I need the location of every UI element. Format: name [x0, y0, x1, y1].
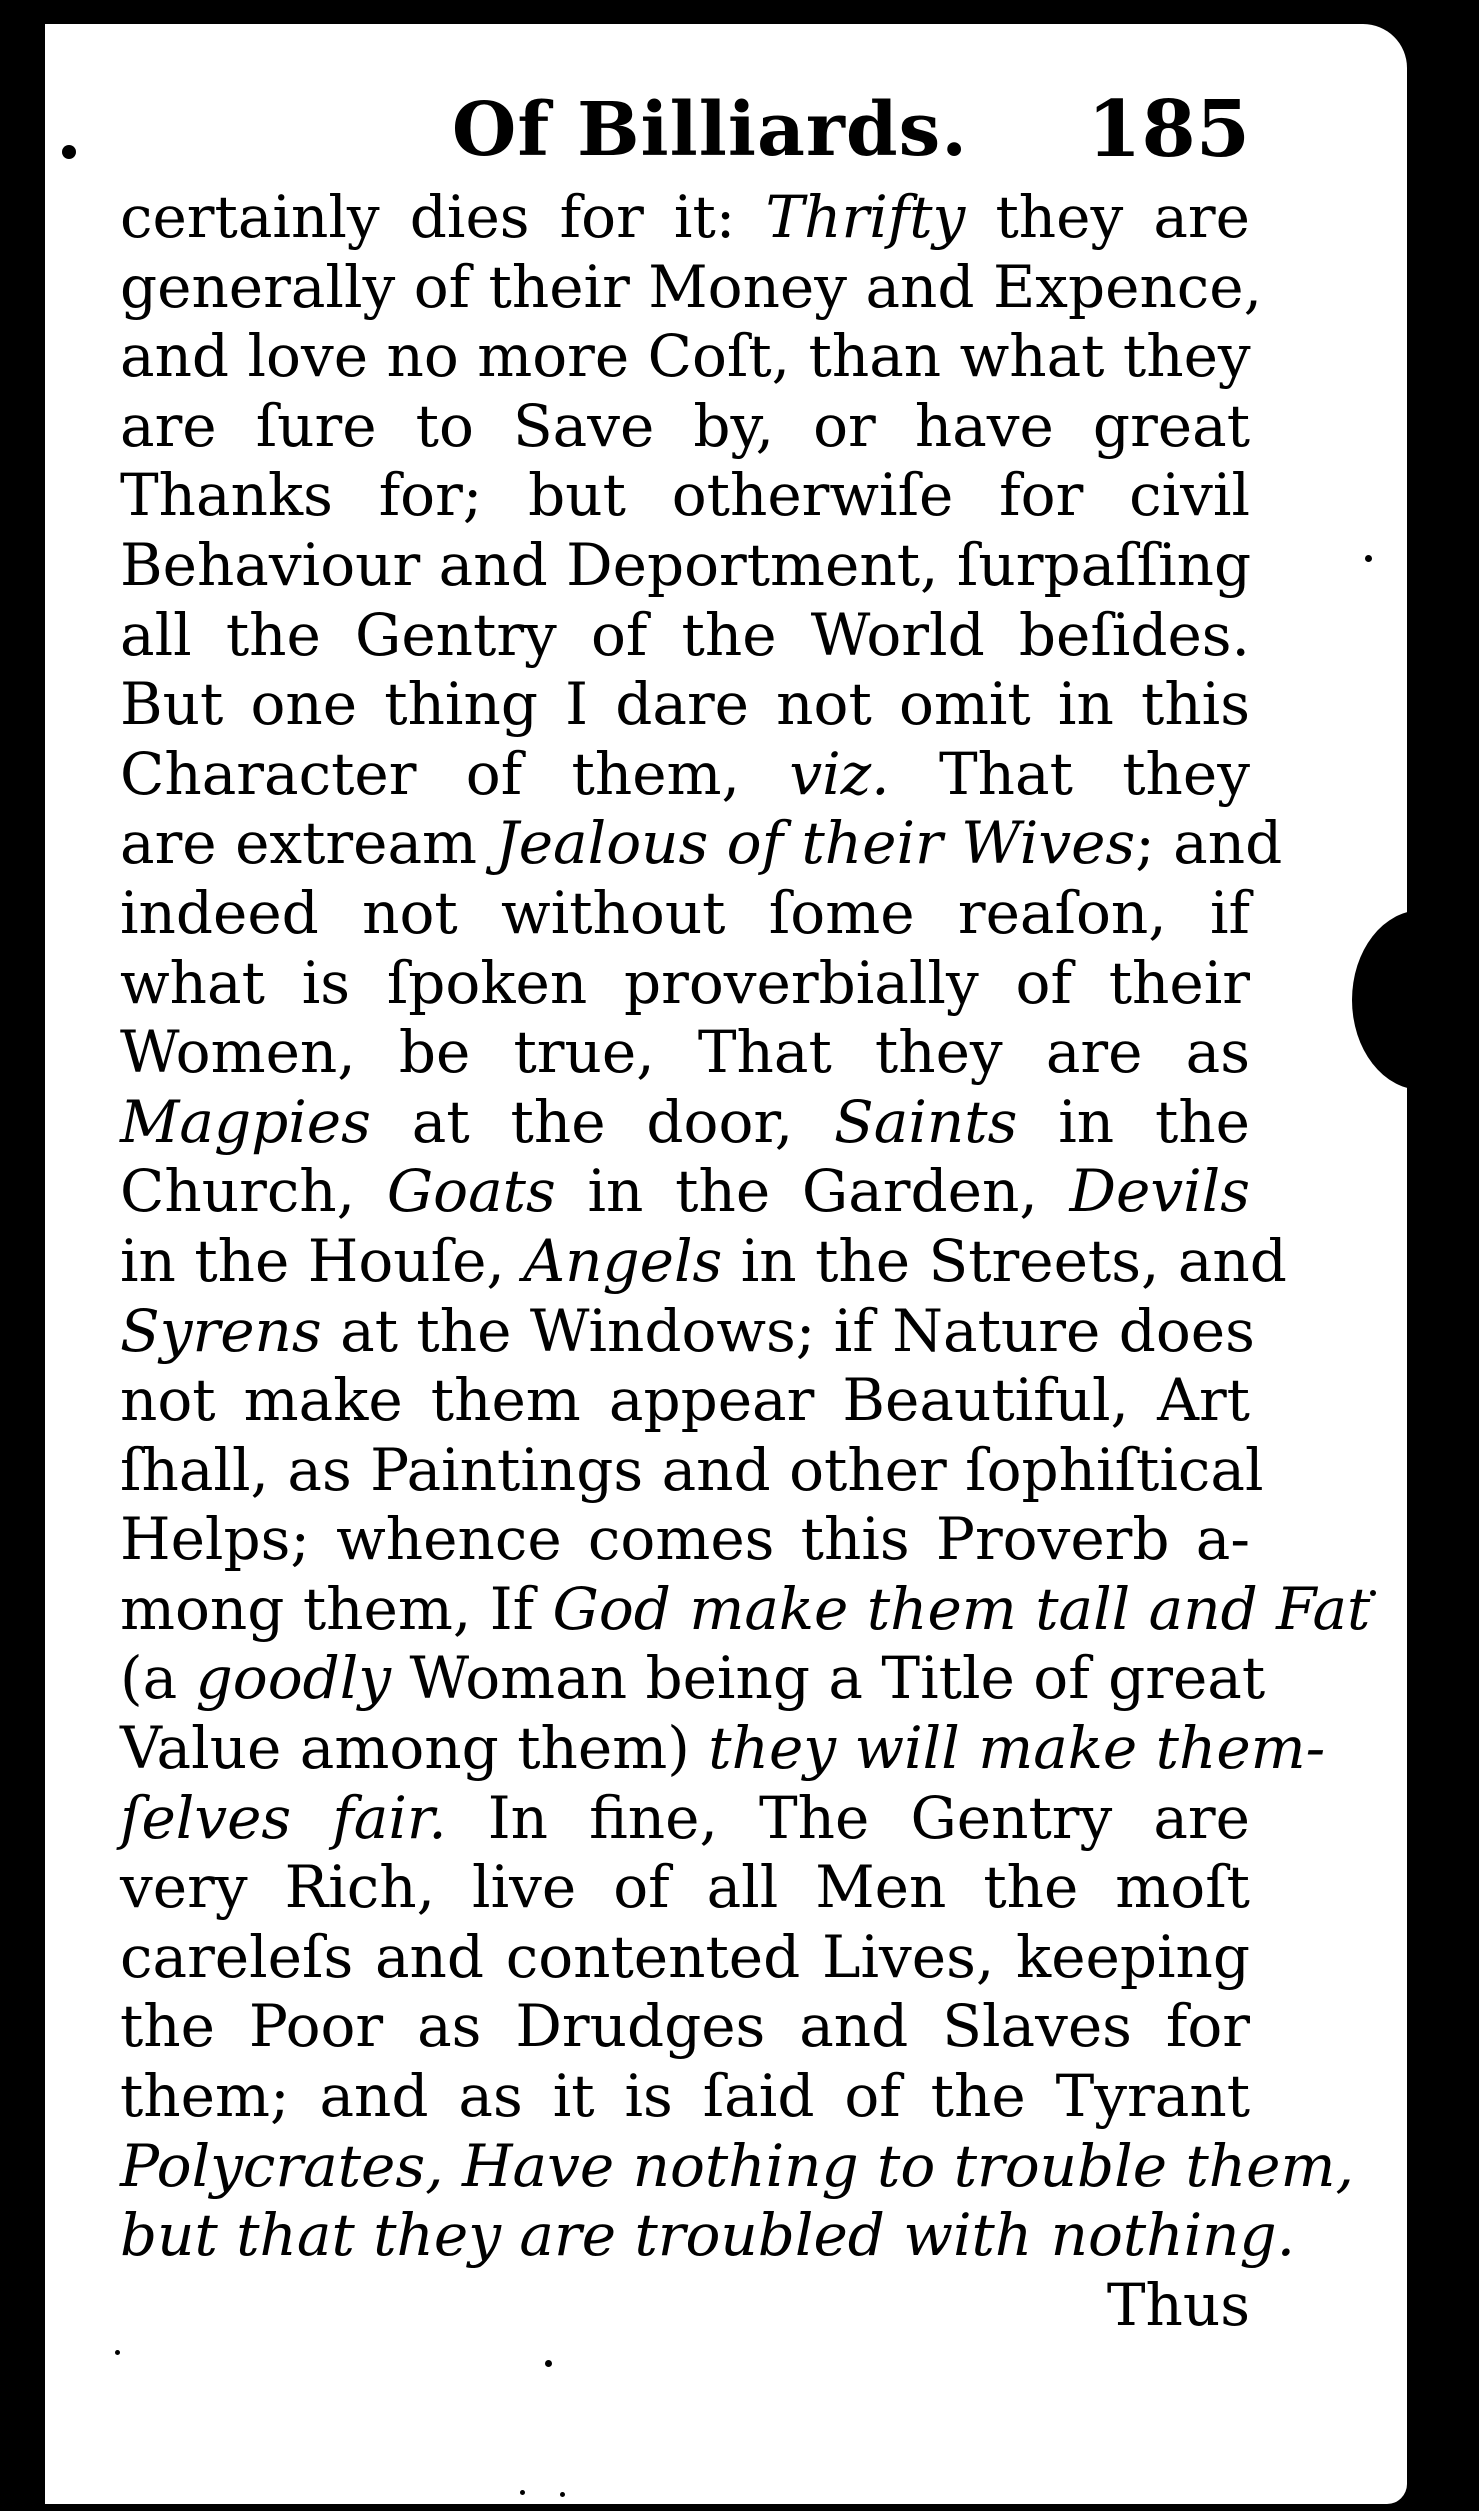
- text-run: That they: [889, 739, 1250, 808]
- text-line: [120, 1992, 1250, 2062]
- ink-speck: [115, 2350, 120, 2355]
- ink-speck: [62, 145, 76, 159]
- italic-text: Jealous of their Wives: [495, 809, 1136, 878]
- text-run: in the Streets, and: [722, 1226, 1287, 1295]
- text-line: [120, 1923, 1250, 1993]
- italic-text: goodly: [195, 1644, 392, 1713]
- running-title: Of Billiards.: [451, 87, 969, 173]
- text-run: in the: [1017, 1087, 1251, 1156]
- text-run: Helps; whence comes this Proverb a-: [120, 1505, 1250, 1574]
- text-line: [120, 2131, 1354, 2202]
- text-line: [120, 879, 1250, 949]
- text-line: [120, 1853, 1250, 1923]
- text-run: in the Houſe,: [120, 1226, 524, 1295]
- ink-speck: [1370, 1590, 1376, 1596]
- italic-text: Syrens: [120, 1296, 322, 1365]
- text-line: [120, 1366, 1250, 1436]
- page-edge-shadow: [1407, 0, 1479, 2511]
- italic-text: Angels: [523, 1226, 723, 1295]
- italic-text: Saints: [834, 1087, 1018, 1156]
- ink-speck: [545, 2360, 552, 2367]
- text-line: [120, 1784, 1250, 1854]
- text-line: [120, 1714, 1326, 1784]
- page-number: 185: [1087, 84, 1250, 175]
- text-run: Thanks for; but otherwiſe for civil: [120, 461, 1250, 530]
- text-run: generally of their Money and Expence,: [120, 252, 1263, 321]
- text-line: [120, 2062, 1250, 2132]
- text-run: all the Gentry of the World beſides.: [120, 600, 1250, 669]
- italic-text: Polycrates, Have nothing to trouble them,: [120, 2131, 1354, 2200]
- text-line: [120, 252, 1263, 323]
- text-run: them; and as it is ſaid of the Tyrant: [120, 2062, 1250, 2131]
- italic-text: viz.: [789, 739, 890, 808]
- ink-speck: [520, 2490, 525, 2495]
- text-run: Value among them): [120, 1714, 709, 1783]
- text-run: ſhall, as Paintings and other ſophiſtical: [120, 1435, 1264, 1504]
- body-text: [120, 183, 1371, 2339]
- italic-text: but that they are troubled with nothing.: [120, 2201, 1296, 2270]
- text-run: Church,: [120, 1157, 387, 1226]
- text-run: not make them appear Beautiful, Art: [120, 1366, 1250, 1435]
- ink-speck: [1365, 555, 1372, 562]
- text-line: [120, 1435, 1264, 1506]
- running-head: [120, 80, 1250, 180]
- italic-text: Devils: [1069, 1157, 1250, 1226]
- italic-text: ſelves fair.: [120, 1783, 447, 1852]
- text-run: what is ſpoken proverbially of their: [120, 948, 1250, 1017]
- text-run: indeed not without ſome reaſon, if: [120, 878, 1250, 947]
- text-run: mong them, If: [120, 1574, 553, 1643]
- text-line: [120, 1018, 1250, 1088]
- text-run: careleſs and contented Lives, keeping: [120, 1922, 1250, 1991]
- text-line: [120, 1157, 1250, 1227]
- italic-text: Goats: [386, 1157, 556, 1226]
- text-run: But one thing I dare not omit in this: [120, 670, 1250, 739]
- text-run: (a: [120, 1644, 196, 1713]
- text-line: [120, 322, 1250, 392]
- text-run: are ſure to Save by, or have great: [120, 391, 1250, 460]
- text-run: Woman being a Title of great: [391, 1644, 1266, 1713]
- text-run: In fine, The Gentry are: [446, 1783, 1250, 1852]
- catchword: Thus: [1106, 2270, 1250, 2339]
- text-line: [120, 461, 1250, 531]
- book-spine-shadow: [0, 0, 45, 2511]
- text-run: ; and: [1135, 809, 1283, 878]
- text-run: at the door,: [370, 1087, 835, 1156]
- text-line: [120, 1226, 1287, 1297]
- text-run: in the Garden,: [555, 1157, 1070, 1226]
- italic-text: they will make them-: [708, 1714, 1326, 1783]
- text-line: [120, 531, 1250, 601]
- italic-text: God make them tall and Fat: [552, 1574, 1371, 1643]
- text-line: [120, 1088, 1250, 1158]
- italic-text: Magpies: [120, 1087, 371, 1156]
- text-run: certainly dies for it:: [120, 183, 766, 251]
- text-run: and love no more Coſt, than what they: [120, 322, 1251, 391]
- text-run: Character of them,: [120, 739, 790, 808]
- italic-text: Thrifty: [765, 183, 966, 251]
- text-line: [120, 1505, 1250, 1575]
- text-run: Women, be true, That they are as: [120, 1018, 1250, 1087]
- text-line: [120, 183, 1250, 253]
- text-run: Behaviour and Deportment, ſurpaſſing: [120, 530, 1252, 599]
- text-line: [120, 1574, 1371, 1645]
- text-line: [120, 1296, 1255, 1367]
- ink-speck: [560, 2492, 565, 2497]
- text-line: [120, 2201, 1296, 2271]
- text-run: very Rich, live of all Men the moſt: [120, 1853, 1250, 1922]
- text-run: the Poor as Drudges and Slaves for: [120, 1992, 1250, 2061]
- text-line: [120, 809, 1283, 879]
- text-run: at the Windows; if Nature does: [321, 1296, 1255, 1365]
- text-line: [120, 601, 1250, 671]
- text-line: [120, 949, 1250, 1019]
- text-line: [120, 740, 1250, 810]
- text-line: [120, 670, 1250, 740]
- text-line: [120, 392, 1250, 462]
- text-run: are extream: [120, 809, 496, 878]
- text-line: [120, 1644, 1266, 1714]
- text-run: they are: [965, 183, 1250, 251]
